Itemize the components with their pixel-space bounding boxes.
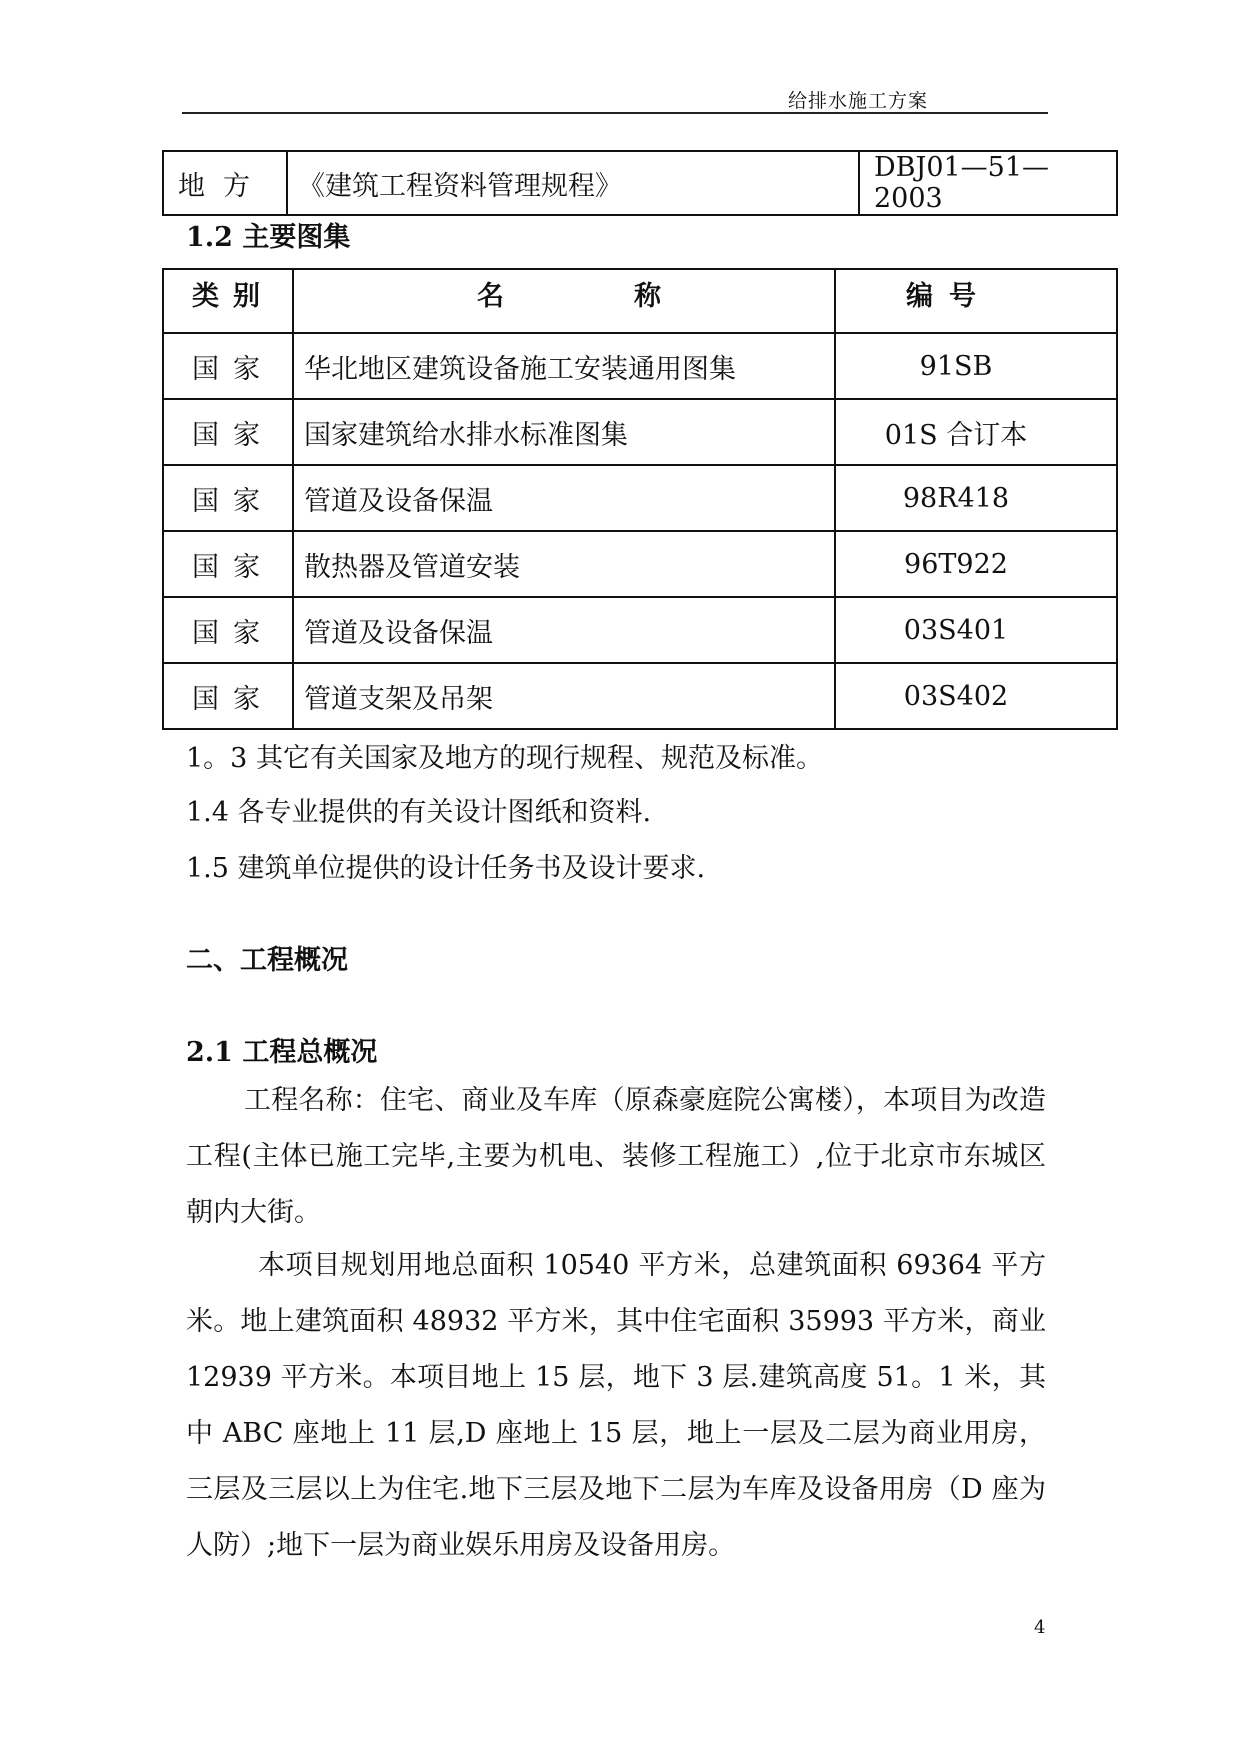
name-cell: 《建筑工程资料管理规程》 (287, 151, 859, 215)
header-category: 类别 (163, 269, 293, 333)
project-name-paragraph: 工程名称：住宅、商业及车库（原森豪庭院公寓楼），本项目为改造工程(主体已施工完毕,主要为机电、装修工程施工）,位于北京市东城区朝内大街。 (186, 1085, 1046, 1228)
table-row (163, 663, 1117, 729)
category-cell: 国家 (163, 597, 293, 663)
name-cell: 管道支架及吊架 (293, 663, 835, 729)
category-cell: 国家 (163, 531, 293, 597)
table-row (163, 531, 1117, 597)
code-cell: 91SB (835, 333, 1117, 399)
section-heading-2-1: 2.1 工程总概况 (186, 1037, 378, 1068)
name-cell: 国家建筑给水排水标准图集 (293, 399, 835, 465)
name-cell: 散热器及管道安装 (293, 531, 835, 597)
category-cell: 地方 (163, 151, 287, 215)
name-cell: 华北地区建筑设备施工安装通用图集 (293, 333, 835, 399)
table-header-row (163, 269, 1117, 333)
header-name-part-2: 称 (634, 281, 661, 312)
header-code: 编号 (835, 269, 1117, 333)
name-cell: 管道及设备保温 (293, 597, 835, 663)
code-cell: 96T922 (835, 531, 1117, 597)
header-name-part-1: 名 (477, 281, 504, 312)
atlas-table (162, 268, 1118, 730)
category-cell: 国家 (163, 465, 293, 531)
code-cell: 03S402 (835, 663, 1117, 729)
section-heading-1-2: 1.2 主要图集 (186, 222, 351, 253)
item-1-3: 1。3 其它有关国家及地方的现行规程、规范及标准。 (186, 743, 823, 774)
category-cell: 国家 (163, 333, 293, 399)
regulation-table-tail (162, 150, 1118, 216)
page-number: 4 (1034, 1617, 1046, 1638)
category-cell: 国家 (163, 399, 293, 465)
code-cell: 98R418 (835, 465, 1117, 531)
page-header-title: 给排水施工方案 (788, 90, 929, 112)
table-row (163, 399, 1117, 465)
table-row (163, 465, 1117, 531)
table-row (163, 597, 1117, 663)
project-area-paragraph: 本项目规划用地总面积 10540 平方米，总建筑面积 69364 平方米。地上建筑面积 48932 平方米，其中住宅面积 35993 平方米，商业 12939 平方米。本项目地上 15 层，地下 3 层.建筑高度 51。1 米，其中 ABC 座地上 11 层,D 座地上 15 层，地上一层及二层为商业用房，三层及三层以上为住宅.地下三层及地下二层为车库及设备用房（D 座为人防）;地下一层为商业娱乐用房及设备用房。 (186, 1250, 1046, 1561)
code-cell: DBJ01—51—2003 (859, 151, 1117, 215)
category-cell: 国家 (163, 663, 293, 729)
header-name (293, 269, 835, 333)
item-1-4: 1.4 各专业提供的有关设计图纸和资料. (186, 797, 652, 828)
code-cell: 03S401 (835, 597, 1117, 663)
section-heading-2: 二、工程概况 (186, 945, 348, 976)
name-cell: 管道及设备保温 (293, 465, 835, 531)
table-row (163, 333, 1117, 399)
item-1-5: 1.5 建筑单位提供的设计任务书及设计要求. (186, 853, 706, 884)
code-cell: 01S 合订本 (835, 399, 1117, 465)
table-row (163, 151, 1117, 215)
header-rule (182, 112, 1048, 114)
